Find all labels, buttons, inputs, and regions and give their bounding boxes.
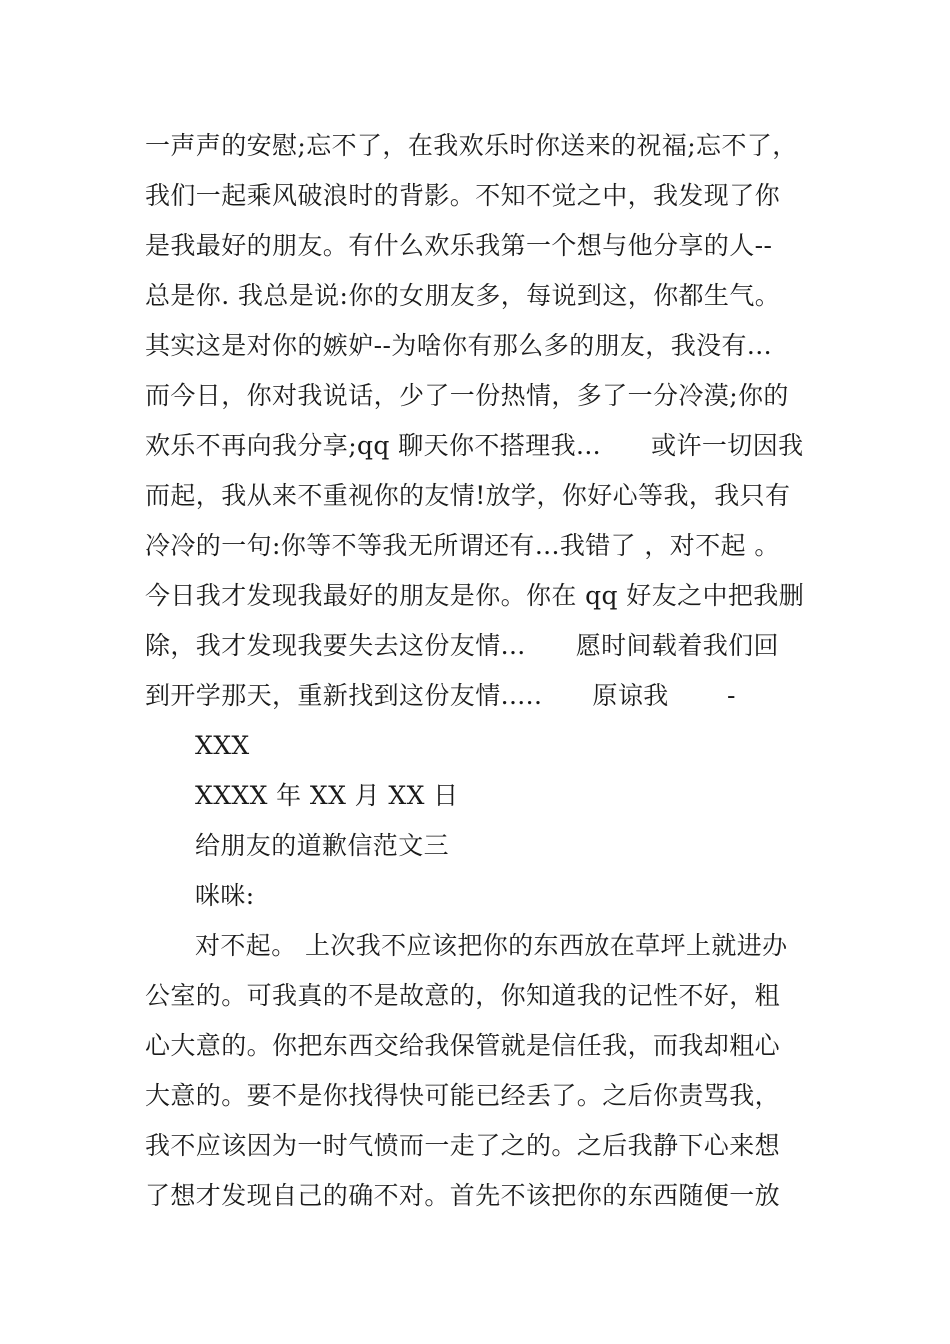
paragraph-line: 今日我才发现我最好的朋友是你。你在 qq 好友之中把我删 <box>145 581 805 610</box>
letter-body <box>145 121 845 1221</box>
section-title: 给朋友的道歉信范文三 <box>195 831 450 860</box>
paragraph-line: 了想才发现自己的确不对。首先不该把你的东西随便一放 <box>145 1181 781 1210</box>
paragraph-line: 我们一起乘风破浪时的背影。不知不觉之中，我发现了你 <box>145 181 781 210</box>
paragraph-line: 欢乐不再向我分享;qq 聊天你不搭理我... 或许一切因我 <box>145 431 804 460</box>
salutation: 咪咪: <box>195 881 255 910</box>
paragraph-line: 而今日，你对我说话，少了一份热情，多了一分冷漠;你的 <box>145 381 789 410</box>
paragraph-line: 到开学那天，重新找到这份友情..... 原谅我 - <box>145 681 736 710</box>
paragraph-line: 除，我才发现我要失去这份友情... 愿时间载着我们回 <box>145 631 779 660</box>
paragraph-line: 大意的。要不是你找得快可能已经丢了。之后你责骂我， <box>145 1081 781 1110</box>
paragraph-line: 心大意的。你把东西交给我保管就是信任我，而我却粗心 <box>145 1031 781 1060</box>
paragraph-line: 总是你. 我总是说:你的女朋友多，每说到这，你都生气。 <box>145 281 781 310</box>
paragraph-line: 公室的。可我真的不是故意的，你知道我的记性不好，粗 <box>145 981 781 1010</box>
paragraph-line: 我不应该因为一时气愤而一走了之的。之后我静下心来想 <box>145 1131 781 1160</box>
paragraph-line: 是我最好的朋友。有什么欢乐我第一个想与他分享的人-- <box>145 231 773 260</box>
paragraph-line: 一声声的安慰;忘不了，在我欢乐时你送来的祝福;忘不了， <box>145 131 798 160</box>
letter-date: XXXX 年 XX 月 XX 日 <box>195 781 459 810</box>
paragraph-line: 而起，我从来不重视你的友情!放学，你好心等我，我只有 <box>145 481 791 510</box>
paragraph-line: 对不起。 上次我不应该把你的东西放在草坪上就进办 <box>195 931 788 960</box>
paragraph-line: 其实这是对你的嫉妒--为啥你有那么多的朋友，我没有... <box>145 331 772 360</box>
paragraph-line: 冷冷的一句:你等不等我无所谓还有...我错了 ，对不起 。 <box>145 531 780 560</box>
signature: XXX <box>195 731 250 760</box>
